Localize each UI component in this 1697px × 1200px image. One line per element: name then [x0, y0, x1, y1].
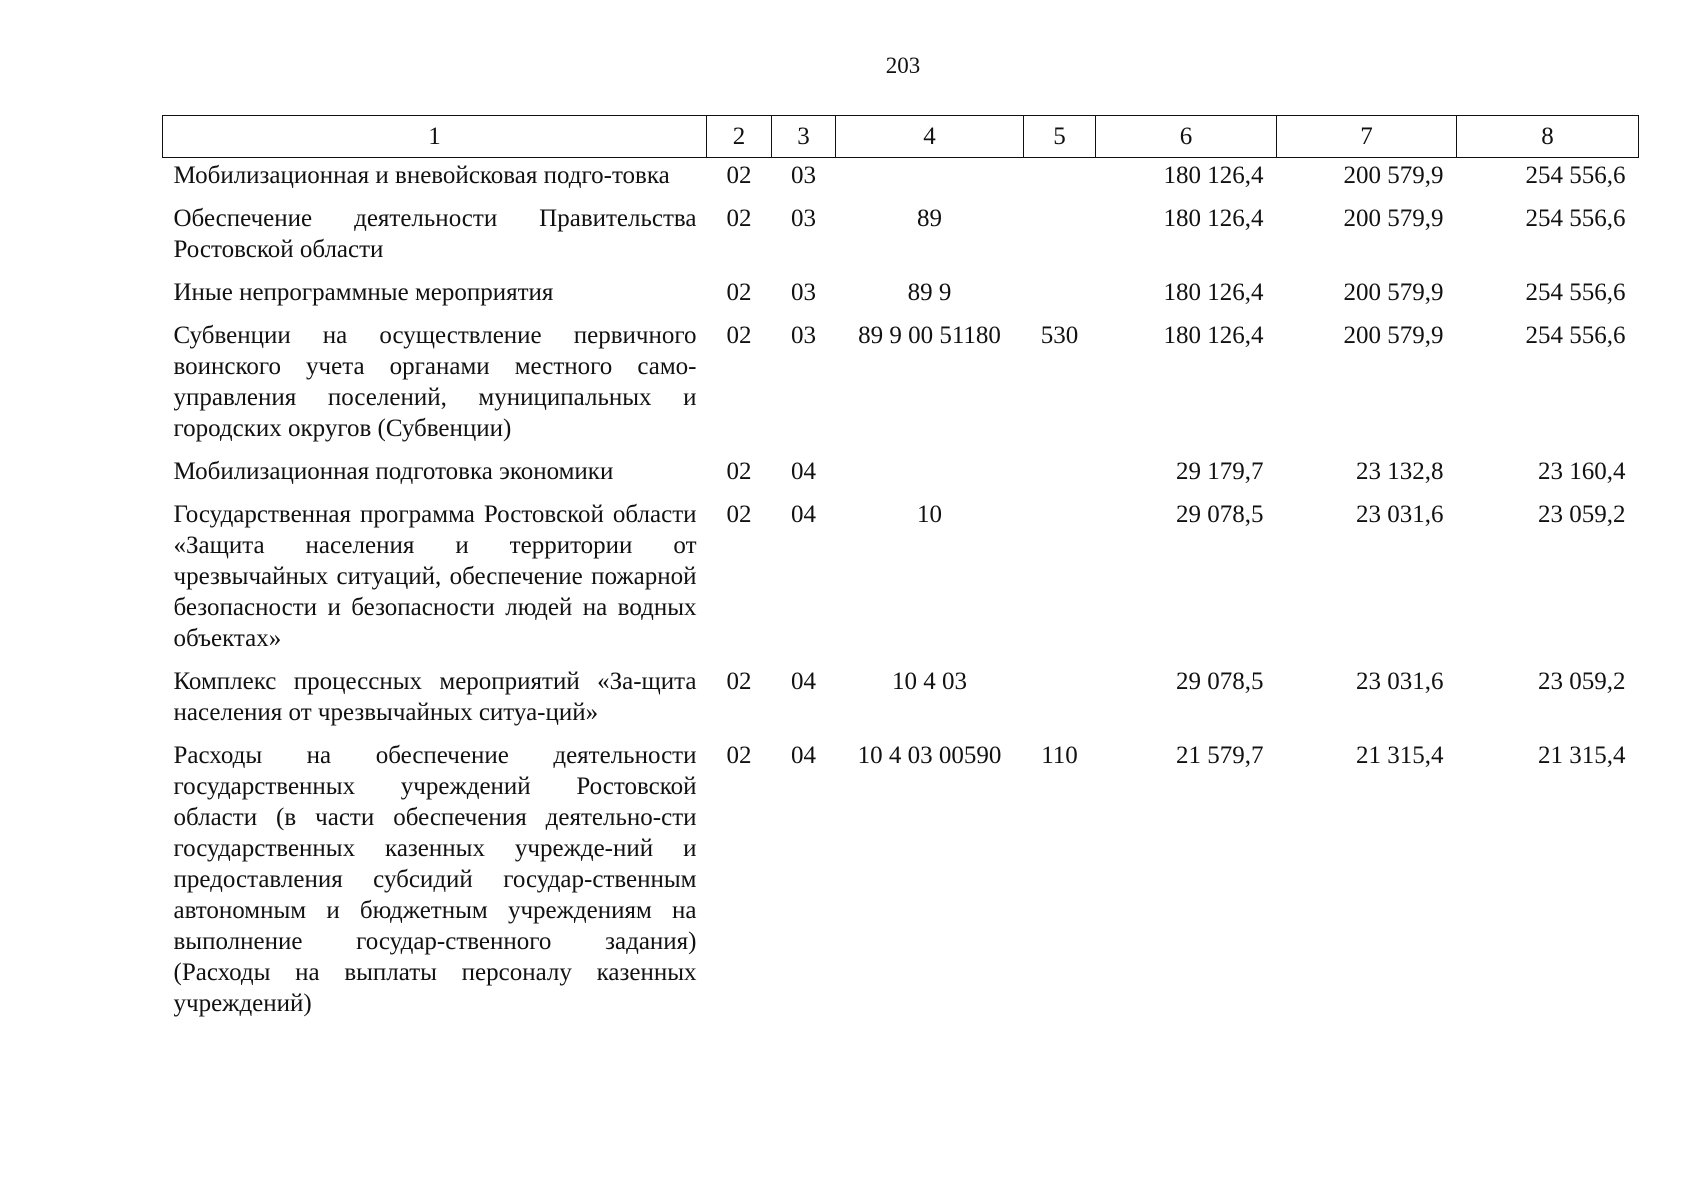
- row-amount-col8: 21 315,4: [1538, 742, 1626, 769]
- table-row: [163, 275, 1639, 318]
- row-amount-col7: 200 579,9: [1343, 162, 1444, 189]
- page-number: 203: [885, 53, 921, 78]
- row-amount-col7: 200 579,9: [1343, 279, 1444, 306]
- row-amount-col8: 254 556,6: [1525, 205, 1626, 232]
- row-amount-col7: 200 579,9: [1343, 205, 1444, 232]
- column-header-3: 3: [772, 116, 836, 158]
- row-name: Мобилизационная подготовка экономики: [173, 458, 614, 485]
- row-section-code: 02: [726, 458, 752, 485]
- row-amount-col6: 180 126,4: [1163, 162, 1264, 189]
- budget-table: [162, 115, 1639, 1029]
- row-section-code: 02: [726, 162, 752, 189]
- row-subsection-code: 04: [791, 742, 816, 769]
- row-target-article-code: 10 4 03: [892, 668, 967, 695]
- row-section-code: 02: [726, 501, 752, 528]
- row-amount-col6: 180 126,4: [1163, 205, 1264, 232]
- table-row: [163, 497, 1639, 664]
- row-name: Обеспечение деятельности Правительства Ростовской области: [173, 205, 697, 263]
- row-expense-type-code: [1024, 454, 1096, 497]
- row-name: Расходы на обеспечение деятельности государственных учреждений Ростовской области (в части обеспечения деятельно-сти государственных казенных учрежде-ний и предоставления субсидий государ-ственным автономным и бюджетным учреждениям на выполнение государ-ственного задания) (Расходы на выплаты персоналу казенных учреждений): [173, 742, 697, 1017]
- row-expense-type-code: [1024, 158, 1096, 202]
- row-name: Комплекс процессных мероприятий «За-щита населения от чрезвычайных ситуа-ций»: [173, 668, 697, 726]
- row-expense-type-code: 110: [1041, 742, 1078, 769]
- row-amount-col8: 254 556,6: [1525, 322, 1626, 349]
- table-row: [163, 158, 1639, 202]
- row-amount-col7: 23 132,8: [1356, 458, 1444, 485]
- row-subsection-code: 03: [791, 279, 816, 306]
- row-name: Субвенции на осуществление первичного воинского учета органами местного само-управления поселений, муниципальных и городских округов (Субвенции): [173, 322, 697, 442]
- row-amount-col7: 21 315,4: [1356, 742, 1444, 769]
- row-amount-col8: 254 556,6: [1525, 279, 1626, 306]
- row-target-article-code: 10: [917, 501, 942, 528]
- row-amount-col6: 29 078,5: [1176, 668, 1264, 695]
- row-amount-col7: 23 031,6: [1356, 668, 1444, 695]
- row-amount-col6: 180 126,4: [1163, 322, 1264, 349]
- row-target-article-code: 10 4 03 00590: [857, 742, 1002, 769]
- row-target-article-code: 89 9: [907, 279, 952, 306]
- row-target-article-code: 89 9 00 51180: [858, 322, 1001, 349]
- row-amount-col8: 23 160,4: [1538, 458, 1626, 485]
- row-section-code: 02: [726, 279, 752, 306]
- row-subsection-code: 03: [791, 162, 816, 189]
- row-name: Государственная программа Ростовской области «Защита населения и территории от чрезвычайных ситуаций, обеспечение пожарной безопасности и безопасности людей на водных объектах»: [173, 501, 697, 652]
- column-header-2: 2: [707, 116, 772, 158]
- column-header-6: 6: [1096, 116, 1277, 158]
- row-expense-type-code: 530: [1040, 322, 1079, 349]
- row-subsection-code: 04: [791, 501, 816, 528]
- row-section-code: 02: [726, 322, 752, 349]
- table-row: [163, 318, 1639, 454]
- row-expense-type-code: [1024, 201, 1096, 275]
- row-amount-col6: 29 179,7: [1176, 458, 1264, 485]
- row-expense-type-code: [1024, 497, 1096, 664]
- row-expense-type-code: [1024, 275, 1096, 318]
- row-subsection-code: 03: [791, 322, 816, 349]
- row-section-code: 02: [726, 205, 752, 232]
- column-header-5: 5: [1024, 116, 1096, 158]
- row-amount-col6: 21 579,7: [1176, 742, 1264, 769]
- row-target-article-code: [836, 158, 1024, 202]
- row-expense-type-code: [1024, 664, 1096, 738]
- row-amount-col6: 180 126,4: [1163, 279, 1264, 306]
- row-subsection-code: 04: [791, 458, 816, 485]
- row-subsection-code: 04: [791, 668, 816, 695]
- column-header-7: 7: [1277, 116, 1457, 158]
- row-amount-col8: 23 059,2: [1538, 668, 1626, 695]
- row-amount-col8: 254 556,6: [1525, 162, 1626, 189]
- table-row: [163, 201, 1639, 275]
- row-target-article-code: 89: [917, 205, 942, 232]
- row-amount-col7: 200 579,9: [1343, 322, 1444, 349]
- row-subsection-code: 03: [791, 205, 816, 232]
- table-row: [163, 738, 1639, 1029]
- row-section-code: 02: [726, 742, 752, 769]
- column-header-1: 1: [163, 116, 707, 158]
- column-header-8: 8: [1457, 116, 1639, 158]
- table-header-row: [163, 116, 1639, 158]
- row-name: Мобилизационная и вневойсковая подго-товка: [173, 162, 670, 189]
- column-header-4: 4: [836, 116, 1024, 158]
- row-amount-col8: 23 059,2: [1538, 501, 1626, 528]
- table-row: [163, 454, 1639, 497]
- row-amount-col6: 29 078,5: [1176, 501, 1264, 528]
- row-target-article-code: [836, 454, 1024, 497]
- row-amount-col7: 23 031,6: [1356, 501, 1444, 528]
- table-row: [163, 664, 1639, 738]
- row-name: Иные непрограммные мероприятия: [173, 279, 554, 306]
- row-section-code: 02: [726, 668, 752, 695]
